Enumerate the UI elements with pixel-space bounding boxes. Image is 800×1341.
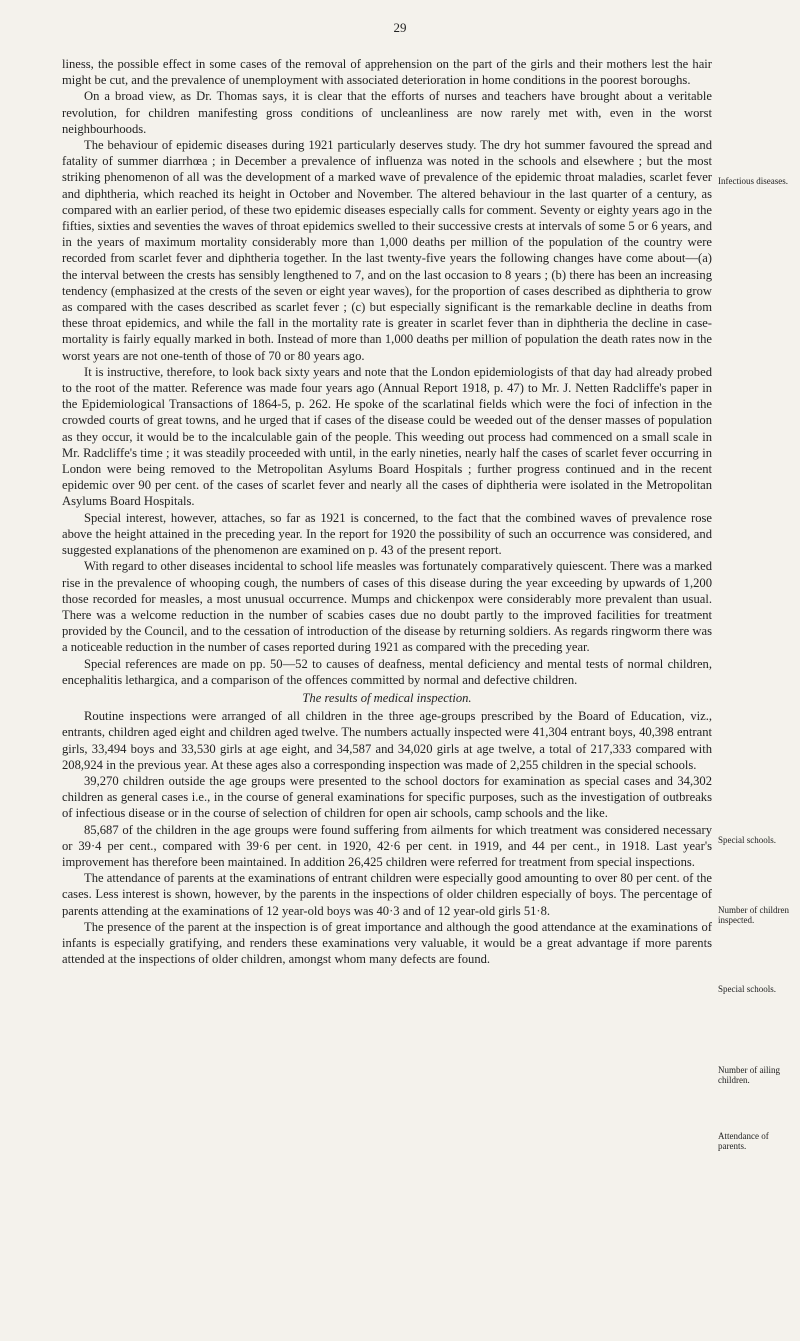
margin-note-special-schools: Special schools.: [718, 835, 776, 845]
margin-note-attendance: Attendance of parents.: [718, 1131, 769, 1151]
section-heading: The results of medical inspection.: [302, 690, 472, 705]
body-text: [62, 56, 712, 967]
paragraph-8: Routine inspections were arranged of all children in the three age-groups prescribed by the Board of Education, viz., entrants, children aged eight and children aged twelve. The numbers actually inspected were 41,304 entrant boys, 40,398 entrant girls, 33,494 boys and 33,530 girls at age eight, and 34,587 and 34,020 girls at age twelve, a total of 217,333 compared with 208,924 in the previous year. At these ages also a corresponding inspection was made of 2,255 children in the special schools.: [62, 709, 712, 772]
paragraph-3: The behaviour of epidemic diseases during 1921 particularly deserves study. The dry hot summer favoured the spread and fatality of summer diarrhœa ; in December a prevalence of influenza was noted in the schools and elsewhere ; but the most striking phenomenon of all was the development of a marked wave of prevalence of the epidemic throat maladies, scarlet fever and diphtheria, which reached its height in October and November. The altered behaviour in the last quarter of a century, as compared with an earlier period, of these two epidemic diseases especially calls for comment. Seventy or eighty years ago in the fifties, sixties and seventies the waves of throat epidemics swelled to their successive crests at intervals of some 5 or 6 years, and in the years of maximum mortality considerably more than 1,000 deaths per million of the population of the country were recorded from scarlet fever and diphtheria together. In the last twenty-five years the following changes have come about—(a) the interval between the crests has sensibly lengthened to 7, and on the last occasion to 8 years ; (b) there has been an increasing tendency (emphasized at the crests of the seven or eight year waves), for the proportion of cases described as diphtheria to grow as compared with the cases described as scarlet fever ; (c) but especially significant is the remarkable decline in deaths from these throat epidemics, and while the fall in the mortality rate is greater in scarlet fever than in diphtheria the decline in case-mortality is fairly equally marked in both. Instead of more than 1,000 deaths per million of population the death rates now in the worst years are not one-tenth of those of 70 or 80 years ago.: [62, 138, 712, 363]
paragraph-5: Special interest, however, attaches, so far as 1921 is concerned, to the fact that the combined waves of prevalence rose above the height attained in the preceding year. In the report for 1920 the possibility of such an occurrence was considered, and suggested explanations of the phenomenon are examined on p. 43 of the present report.: [62, 510, 712, 558]
paragraph-12: The presence of the parent at the inspection is of great importance and although the good attendance at the examinations of infants is especially gratifying, and renders these examinations very valuable, it would be a great advantage if more parents attended at the inspections of older children, amongst whom many defects are found.: [62, 919, 712, 967]
page-number: 29: [393, 20, 407, 35]
paragraph-1: liness, the possible effect in some cases of the removal of apprehension on the part of the girls and their mothers lest the hair might be cut, and the prevalence of unemployment with associated deterioration in home conditions in the poorest boroughs.: [62, 57, 712, 88]
paragraph-7: Special references are made on pp. 50—52 to causes of deafness, mental deficiency and mental tests of normal children, encephalitis lethargica, and a comparison of the offences committed by normal and defective children.: [62, 656, 712, 687]
margin-note-number-ailing: Number of ailing children.: [718, 1065, 780, 1085]
paragraph-4: It is instructive, therefore, to look back sixty years and note that the London epidemiologists of that day had already probed to the root of the matter. Reference was made four years ago (Annual Report 1918, p. 47) to Mr. J. Netten Radcliffe's paper in the Epidemiological Transactions of 1864-5, p. 262. He spoke of the scarlatinal fields which were the foci of infection in the crowded courts of great towns, and he urged that if cases of the disease could be weeded out of the denser masses of population as they occur, it would be to the incalculable gain of the people. This weeding out process had commenced on a small scale in Mr. Radcliffe's time ; it was steadily proceeded with until, in the early nineties, nearly half the cases of scarlet fever occurring in London were being removed to the Metropolitan Asylums Board Hospitals ; further progress continued and in the recent epidemic over 90 per cent. of the cases of scarlet fever and nearly all the cases of diphtheria were isolated in the Metropolitan Asylums Board Hospitals.: [62, 364, 712, 509]
paragraph-10: 85,687 of the children in the age groups were found suffering from ailments for which treatment was considered necessary or 39·4 per cent., compared with 39·6 per cent. in 1920, 42·6 per cent. in 1919, and 44 per cent., in 1918. Last year's improvement has therefore been maintained. In addition 26,425 children were referred for treatment from special inspections.: [62, 822, 712, 869]
paragraph-11: The attendance of parents at the examinations of entrant children were especially good amounting to over 80 per cent. of the cases. Less interest is shown, however, by the parents in the inspections of older children especially of boys. The percentage of parents attending at the examinations of 12 year-old boys was 40·3 and of 12 year-old girls 51·8.: [62, 871, 712, 918]
margin-note-infectious: Infectious diseases.: [718, 176, 788, 186]
margin-note-number-inspected: Number of children inspected.: [718, 905, 789, 925]
margin-note-special-schools-2: Special schools.: [718, 984, 776, 994]
paragraph-9: 39,270 children outside the age groups were presented to the school doctors for examination as special cases and 34,302 children as general cases i.e., in the course of general examinations for specific purposes, such as the investigation of outbreaks of infectious disease or in the course of selection of children for open air schools, camp schools and the like.: [62, 773, 712, 821]
paragraph-6: With regard to other diseases incidental to school life measles was fortunately comparatively quiescent. There was a marked rise in the prevalence of whooping cough, the numbers of cases of this disease during the year exceeding by upwards of 1,200 those recorded for measles, a most unusual occurrence. Mumps and chickenpox were considerably more prevalent than usual. There was a welcome reduction in the number of scabies cases due no doubt partly to the improved facilities for treatment provided by the Council, and to the cessation of introduction of the disease by returning soldiers. As regards ringworm there was a noticeable reduction in the number of cases reported during 1921 as compared with the preceding year.: [62, 559, 712, 655]
paragraph-2: On a broad view, as Dr. Thomas says, it is clear that the efforts of nurses and teachers have brought about a veritable revolution, for children manifesting gross conditions of uncleanliness are now rarely met with, even in the worst neighbourhoods.: [62, 89, 712, 136]
